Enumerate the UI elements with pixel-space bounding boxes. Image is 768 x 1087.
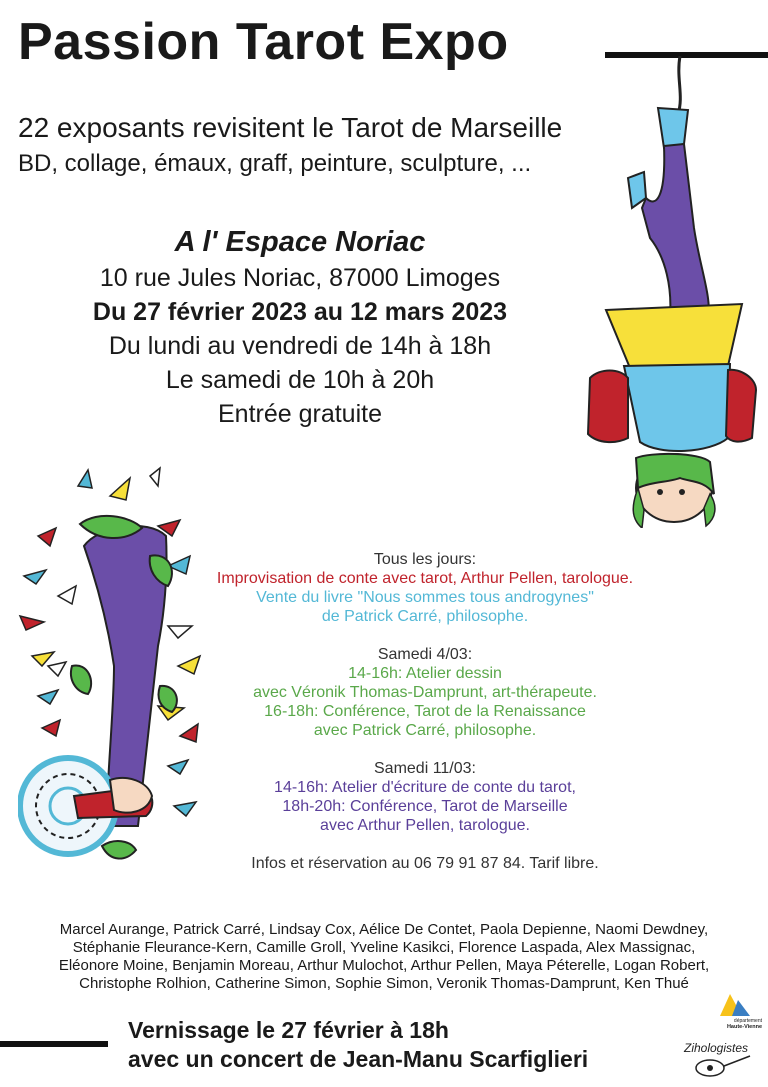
sat1-line: avec Patrick Carré, philosophe. — [313, 722, 537, 739]
exhibitors-line: Eléonore Moine, Benjamin Moreau, Arthur Mulochot, Arthur Pellen, Maya Péterelle, Logan Robert, — [58, 957, 710, 974]
sat1-line: avec Véronik Thomas-Damprunt, art-thérapeute. — [253, 684, 597, 701]
daily-line: Vente du livre "Nous sommes tous androgynes" — [256, 589, 594, 606]
sat2-line: 14-16h: Atelier d'écriture de conte du tarot, — [274, 779, 576, 796]
daily-line: de Patrick Carré, philosophe. — [321, 608, 529, 625]
venue-block — [0, 226, 600, 429]
venue-name: A l' Espace Noriac — [174, 226, 426, 258]
department-logo-text: département — [733, 1018, 762, 1024]
exhibitors-line: Stéphanie Fleurance-Kern, Camille Groll, Yveline Kasikci, Florence Laspada, Alex Massignac, — [72, 939, 696, 956]
exhibitors-line: Marcel Aurange, Patrick Carré, Lindsay Cox, Aélice De Contet, Paola Depienne, Naomi Dewdney, — [59, 921, 709, 938]
vernissage-line: Vernissage le 27 février à 18h — [128, 1017, 449, 1043]
sat1-line: 16-18h: Conférence, Tarot de la Renaissance — [264, 703, 586, 720]
venue-hours-sat: Le samedi de 10h à 20h — [165, 366, 435, 395]
exhibitors-list — [12, 921, 756, 993]
exhibitors-line: Christophe Rolhion, Catherine Simon, Sophie Simon, Veronik Thomas-Damprunt, Ken Thué — [79, 975, 689, 992]
venue-hours-week: Du lundi au vendredi de 14h à 18h — [108, 332, 492, 361]
department-logo — [716, 990, 764, 1030]
daily-heading: Tous les jours: — [373, 551, 477, 568]
zihologistes-logo-text: Zihologistes — [684, 1041, 749, 1055]
sat2-heading: Samedi 11/03: — [374, 760, 476, 777]
venue-dates: Du 27 février 2023 au 12 mars 2023 — [92, 298, 508, 327]
department-logo-text: Haute-Vienne — [726, 1024, 762, 1030]
daily-line: Improvisation de conte avec tarot, Arthur Pellen, tarologue. — [216, 570, 634, 587]
subtitle-media: BD, collage, émaux, graff, peinture, sculpture, ... — [18, 150, 532, 177]
hanged-man-illustration — [580, 48, 768, 528]
vernissage — [128, 1016, 588, 1074]
subtitle: 22 exposants revisitent le Tarot de Marseille — [18, 112, 563, 143]
sat2-line: avec Arthur Pellen, tarologue. — [320, 817, 530, 834]
venue-address: 10 rue Jules Noriac, 87000 Limoges — [99, 264, 501, 293]
program — [200, 550, 650, 873]
zihologistes-logo — [680, 1036, 764, 1080]
page-title: Passion Tarot Expo — [18, 13, 509, 71]
sat2-line: 18h-20h: Conférence, Tarot de Marseille — [282, 798, 568, 815]
sat1-line: 14-16h: Atelier dessin — [348, 665, 502, 682]
sat1-heading: Samedi 4/03: — [377, 646, 473, 663]
bottom-rule — [0, 1041, 108, 1047]
leaf-hand-illustration — [18, 466, 218, 886]
info-line: Infos et réservation au 06 79 91 87 84. Tarif libre. — [251, 855, 599, 872]
vernissage-line: avec un concert de Jean-Manu Scarfiglieri — [128, 1046, 589, 1072]
venue-entry: Entrée gratuite — [218, 400, 382, 429]
